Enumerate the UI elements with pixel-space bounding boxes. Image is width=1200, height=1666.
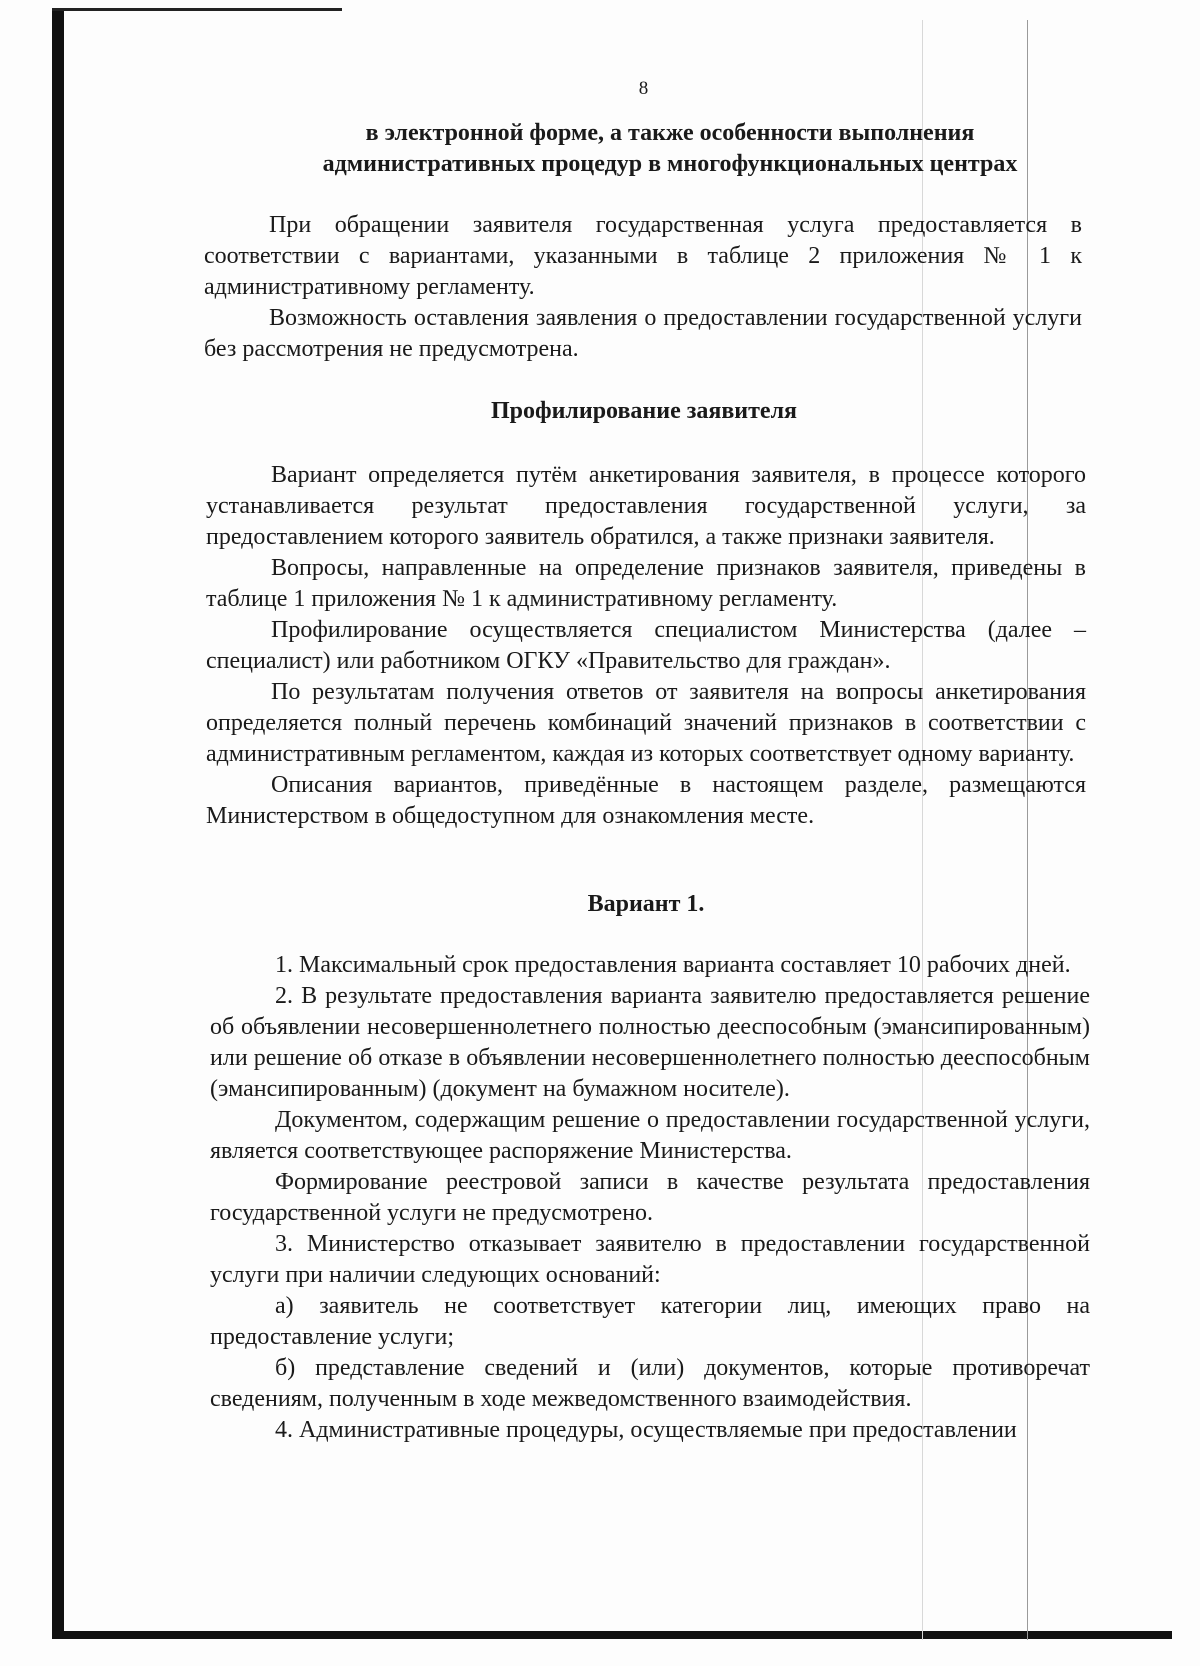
variant1-paragraph: 4. Административные процедуры, осуществляемые при предоставлении	[275, 1417, 1017, 1443]
section-heading	[200, 118, 1140, 180]
scan-edge-bottom	[52, 1631, 1172, 1639]
variant1-paragraph: б) представление сведений и (или) документов, которые противоречат сведениям, полученным в ходе межведомственного взаимодействия.	[210, 1355, 1090, 1412]
variant1-paragraph: Формирование реестровой записи в качестве результата предоставления государственной услуги не предусмотрено.	[210, 1169, 1090, 1226]
profiling-paragraph: Описания вариантов, приведённые в настоящем разделе, размещаются Министерством в общедоступном для ознакомления месте.	[206, 772, 1086, 829]
profiling-paragraph: Профилирование осуществляется специалистом Министерства (далее – специалист) или работником ОГКУ «Правительство для граждан».	[206, 617, 1086, 674]
variant1-heading-text: Вариант 1.	[587, 891, 705, 917]
intro-paragraph: Возможность оставления заявления о предоставлении государственной услуги без рассмотрения не предусмотрена.	[204, 305, 1082, 362]
section-heading-line2: административных процедур в многофункциональных центрах	[322, 151, 1018, 177]
intro-paragraph: При обращении заявителя государственная услуга предоставляется в соответствии с вариантами, указанными в таблице 2 приложения № 1 к административному регламенту.	[204, 212, 1082, 300]
scan-edge-left	[52, 8, 64, 1638]
variant1-heading	[206, 889, 1086, 920]
variant1-paragraph: 2. В результате предоставления варианта заявителю предоставляется решение об объявлении несовершеннолетнего полностью дееспособным (эмансипированным) или решение об отказе в объявлении несовершеннолетнего полностью дееспособным (эмансипированным) (документ на бумажном носителе).	[210, 983, 1090, 1102]
variant1-paragraph: 3. Министерство отказывает заявителю в предоставлении государственной услуги при наличии следующих оснований:	[210, 1231, 1090, 1288]
variant1-paragraph: а) заявитель не соответствует категории лиц, имеющих право на предоставление услуги;	[210, 1293, 1090, 1350]
variant1-paragraph: Документом, содержащим решение о предоставлении государственной услуги, является соответствующее распоряжение Министерства.	[210, 1107, 1090, 1164]
scan-edge-top	[52, 8, 342, 11]
profiling-paragraph: Вариант определяется путём анкетирования заявителя, в процессе которого устанавливается результат предоставления государственной услуги, за предоставлением которого заявитель обратился, а также признаки заявителя.	[206, 462, 1086, 550]
variant1-paragraph: 1. Максимальный срок предоставления варианта составляет 10 рабочих дней.	[275, 952, 1071, 978]
page-number: 8	[638, 78, 649, 99]
intro-text	[204, 210, 1082, 365]
variant1-text	[210, 950, 1090, 1446]
profiling-heading-text: Профилирование заявителя	[490, 398, 798, 424]
profiling-heading	[204, 396, 1084, 427]
section-heading-line1: в электронной форме, а также особенности выполнения	[365, 120, 975, 146]
profiling-paragraph: По результатам получения ответов от заявителя на вопросы анкетирования определяется полный перечень комбинаций значений признаков в соответствии с административным регламентом, каждая из которых соответствует одному варианту.	[206, 679, 1086, 767]
profiling-text	[206, 460, 1086, 832]
profiling-paragraph: Вопросы, направленные на определение признаков заявителя, приведены в таблице 1 приложения № 1 к административному регламенту.	[206, 555, 1086, 612]
